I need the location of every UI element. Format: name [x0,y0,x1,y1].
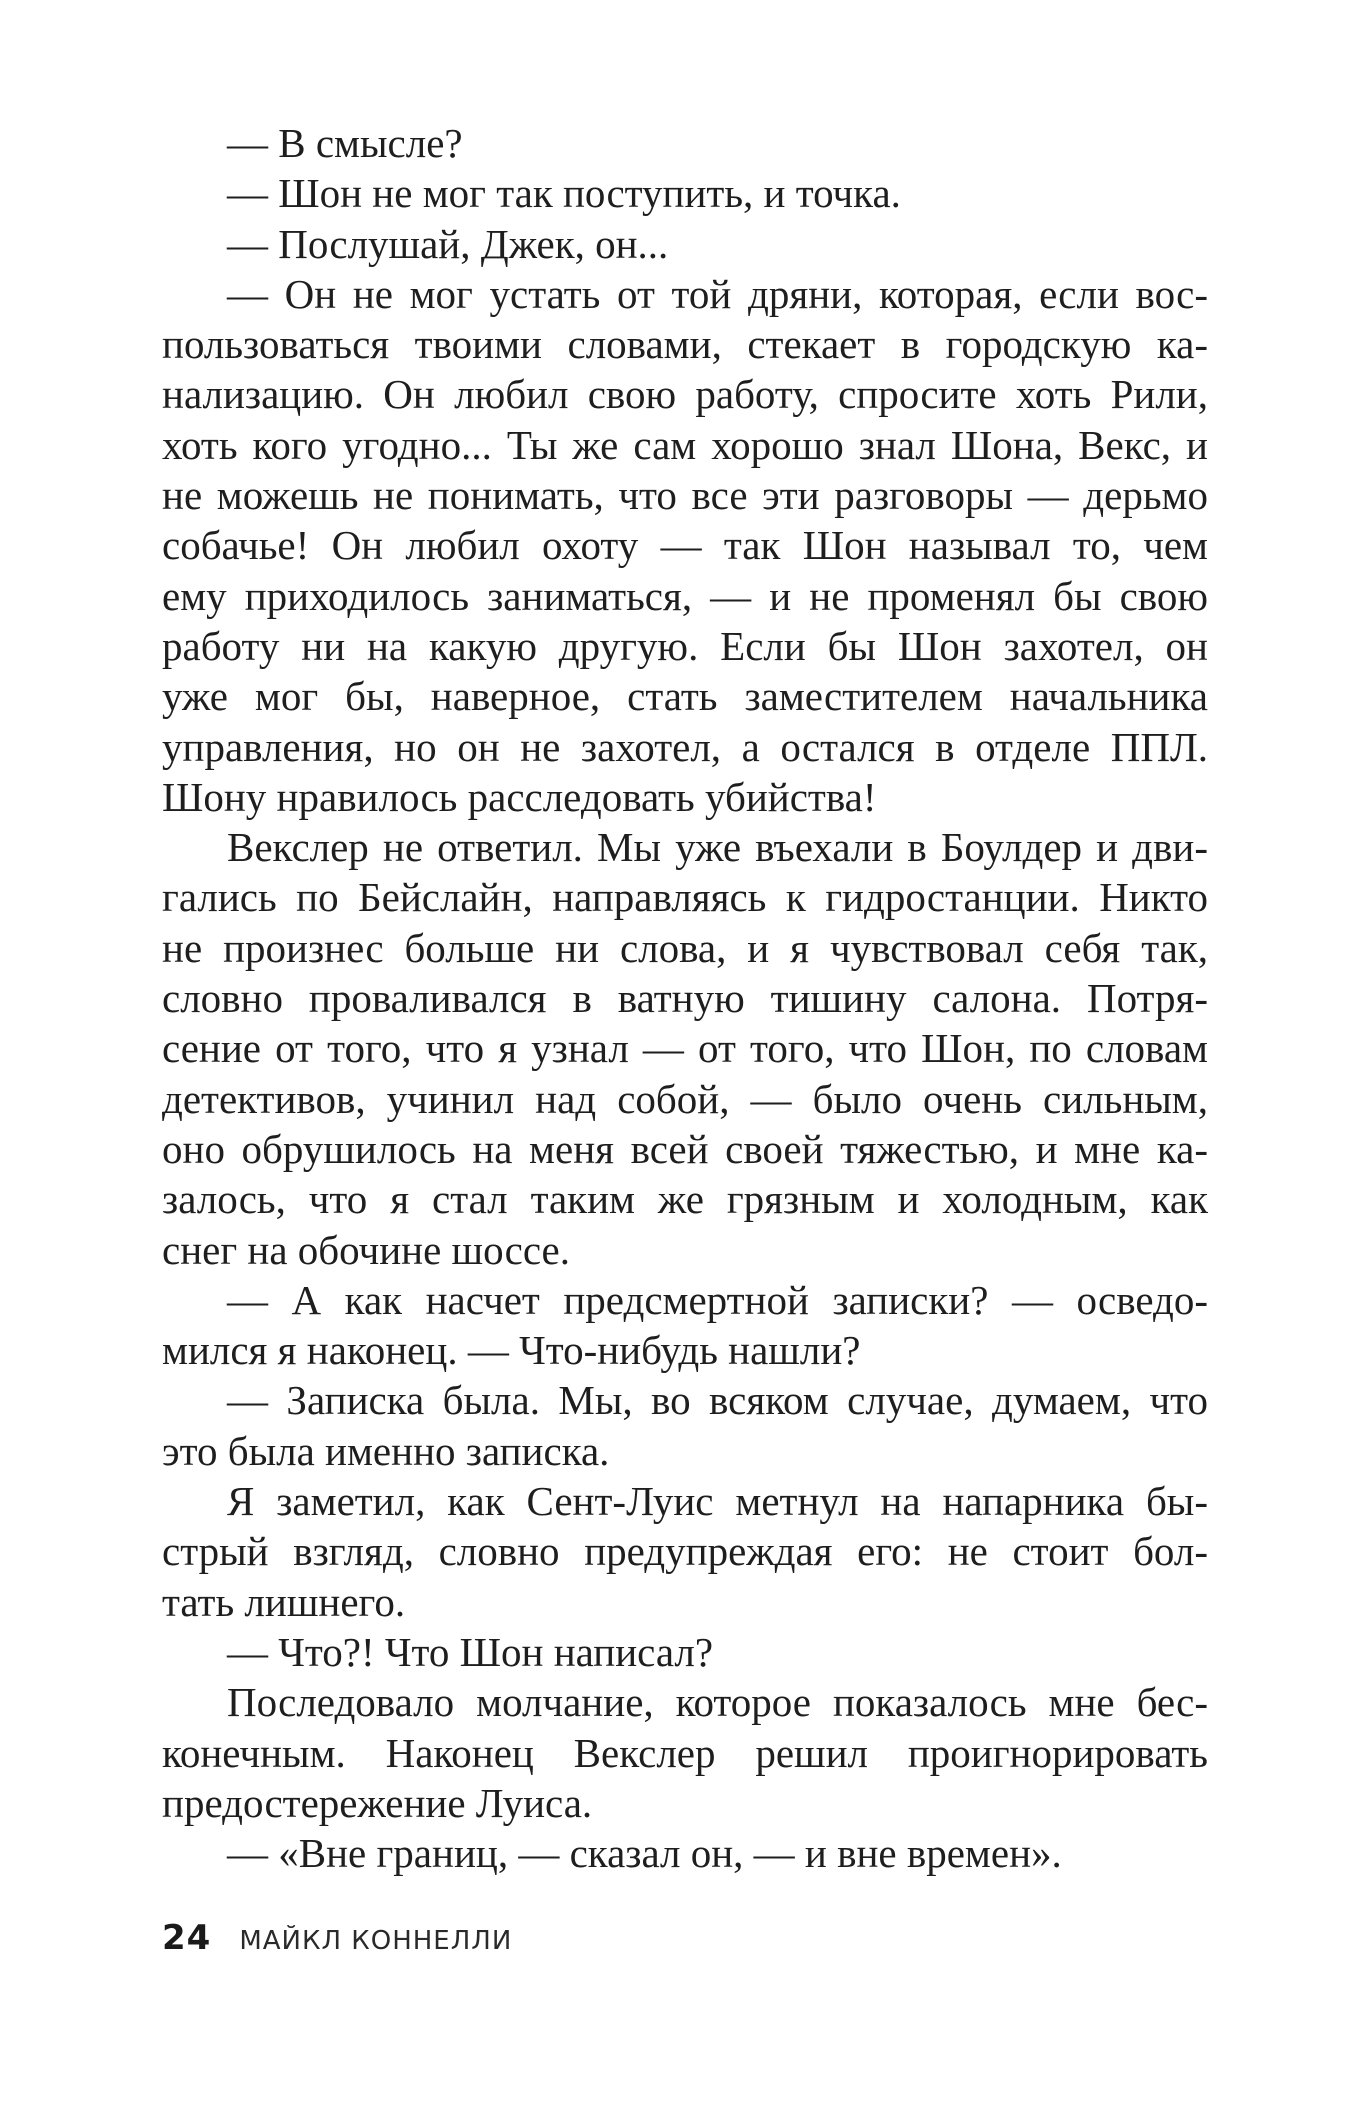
text-line: оно обрушилось на меня всей своей тяжестью, и мне ка- [162,1125,1208,1172]
text-line: управления, но он не захотел, а остался в отделе ППЛ. [162,723,1208,770]
text-line: мился я наконец. — Что-нибудь нашли? [162,1327,861,1374]
text-line: Векслер не ответил. Мы уже въехали в Боулдер и дви- [227,824,1208,871]
text-line: предостережение Луиса. [162,1779,593,1826]
text-line: это была именно записка. [162,1427,610,1474]
text-line: уже мог бы, наверное, стать заместителем начальника [162,673,1208,720]
body-text [162,118,1208,1878]
text-line: не можешь не понимать, что все эти разговоры — дерьмо [162,472,1208,519]
text-line: словно проваливался в ватную тишину салона. Потря- [162,975,1208,1022]
text-line: хоть кого угодно... Ты же сам хорошо знал Шона, Векс, и [162,421,1208,468]
page-footer [162,1918,512,1958]
text-line: — А как насчет предсмертной записки? — осведо- [227,1276,1208,1323]
text-line: — В смысле? [227,120,463,166]
text-line: — Он не мог устать от той дряни, которая, если вос- [227,270,1208,317]
text-line: Я заметил, как Сент-Луис метнул на напарника бы- [227,1478,1208,1525]
text-line: сение от того, что я узнал — от того, что Шон, по словам [162,1025,1208,1072]
text-line: не произнес больше ни слова, и я чувствовал себя так, [162,924,1208,971]
text-line: пользоваться твоими словами, стекает в городскую ка- [162,321,1208,368]
text-line: стрый взгляд, словно предупреждая его: не стоит бол- [162,1528,1208,1575]
text-line: снег на обочине шоссе. [162,1226,570,1273]
text-line: работу ни на какую другую. Если бы Шон захотел, он [162,622,1208,669]
text-line: залось, что я стал таким же грязным и холодным, как [162,1176,1208,1223]
text-line: — «Вне границ, — сказал он, — и вне времен». [227,1830,1062,1877]
text-line: собачье! Он любил охоту — так Шон называл то, чем [162,522,1208,569]
text-line: Шону нравилось расследовать убийства! [162,773,877,820]
text-line: — Что?! Что Шон написал? [227,1628,714,1675]
text-line: гались по Бейслайн, направляясь к гидростанции. Никто [162,874,1208,921]
page-number: 24 [162,1918,212,1958]
text-line: нализацию. Он любил свою работу, спросите хоть Рили, [162,371,1208,418]
text-line: ему приходилось заниматься, — и не променял бы свою [162,572,1208,619]
running-head-author: МАЙКЛ КОННЕЛЛИ [239,1926,513,1956]
text-line: детективов, учинил над собой, — было очень сильным, [162,1075,1208,1122]
text-line: — Шон не мог так поступить, и точка. [227,170,901,217]
text-line: — Записка была. Мы, во всяком случае, думаем, что [227,1377,1208,1424]
text-line: тать лишнего. [162,1578,406,1625]
text-line: конечным. Наконец Векслер решил проигнорировать [162,1729,1208,1776]
text-line: — Послушай, Джек, он... [227,220,669,267]
text-line: Последовало молчание, которое показалось мне бес- [227,1679,1208,1726]
